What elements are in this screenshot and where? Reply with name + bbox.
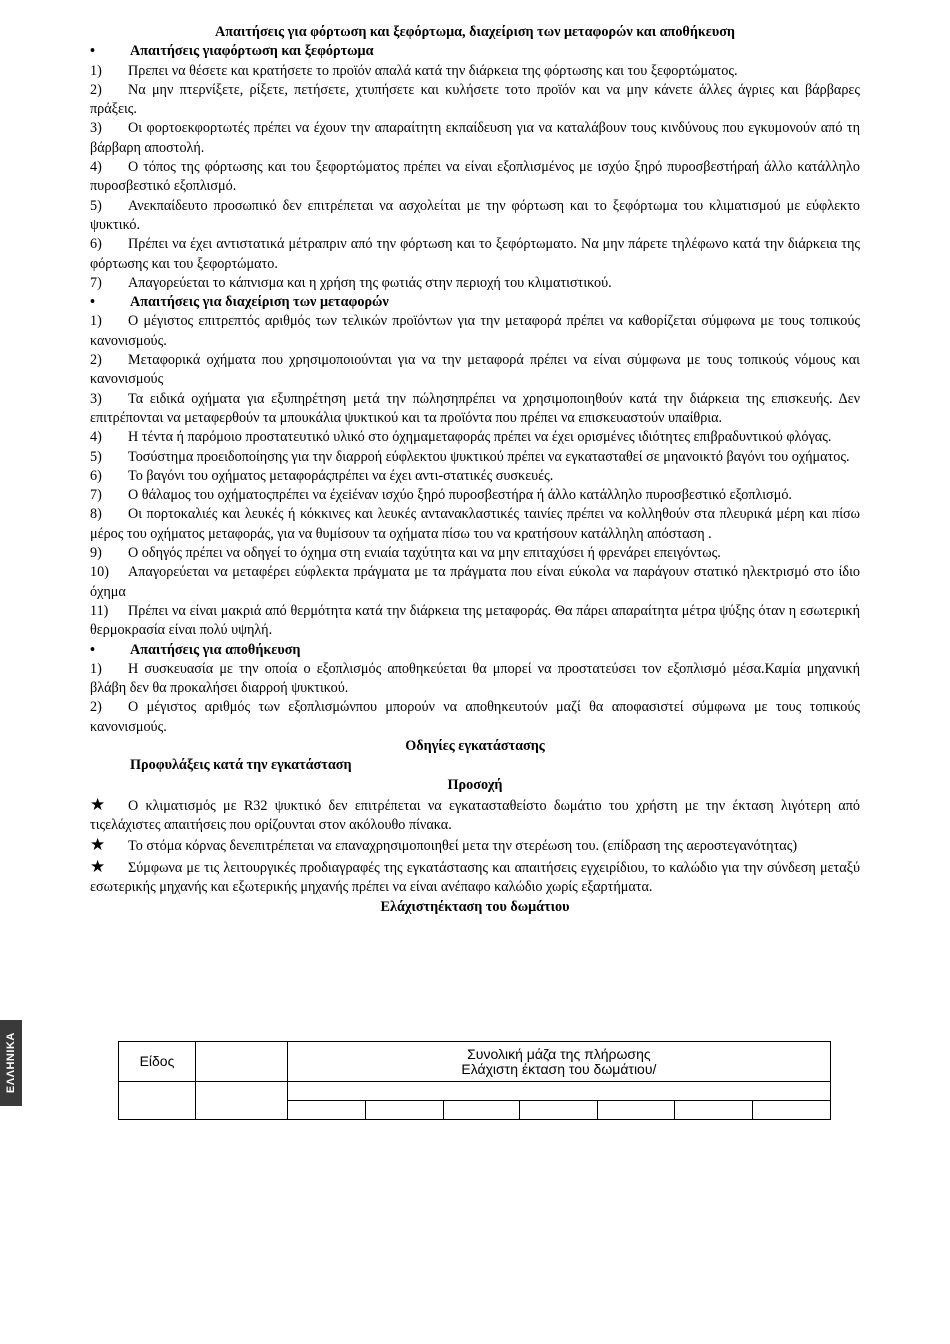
list-item-text: Η συσκευασία με την οποία ο εξοπλισμός αποθηκεύεται θα μπορεί να προστατεύσει τον εξοπλισμό μέσα.Καμία μηχανική βλάβη δεν θα προκαλήσει διαρροή ψυκτικού. [90, 660, 860, 697]
list-item-text: Απαγορεύεται το κάπνισμα και η χρήση της φωτιάς στην περιοχή του κλιματιστικού. [128, 274, 612, 291]
list-item-number: 6) [90, 236, 102, 253]
list-item-number: 5) [90, 197, 102, 214]
list-item [90, 467, 860, 486]
list-item [90, 563, 860, 602]
mass-area-header-cell [287, 1042, 830, 1082]
caution-item [90, 857, 860, 898]
list-item-number: 3) [90, 390, 102, 407]
list-item [90, 235, 860, 274]
caution-heading: Προσοχή [447, 776, 503, 793]
area-value-cell [598, 1101, 675, 1120]
list-item-number: 8) [90, 506, 102, 523]
list-item-number: 2) [90, 352, 102, 369]
list-item-number: 4) [90, 429, 102, 446]
caution-item-text: Το στόμα κόρνας δενεπιτρέπεται να επαναχρησιμοποιηθεί μετα την στερέωση του. (επίδραση της αεροστεγανότητας) [128, 838, 798, 855]
list-item [90, 158, 860, 197]
type-header-cell: Είδος [119, 1042, 196, 1082]
blank-value-cell [195, 1082, 287, 1120]
list-item-number: 1) [90, 62, 102, 79]
list-item [90, 119, 860, 158]
list-item-text: Να μην πτερνίξετε, ρίξετε, πετήσετε, χτυπήσετε και κυλήσετε τοτο προϊόν και να μην κάνετε άλλες άγριες και βάρβαρες πράξεις. [90, 81, 860, 118]
list-item-text: Ο μέγιστος επιτρεπτός αριθμός των τελικών προϊόντων για την μεταφορά πρέπει να καθορίζεται σύμφωνα με τους τοπικούς κανονισμούς. [90, 313, 860, 349]
section-heading [90, 42, 860, 61]
list-item-number: 2) [90, 699, 102, 716]
list-item-number: 7) [90, 487, 102, 504]
bullet-icon: • [90, 294, 95, 311]
list-item-text: Η τέντα ή παρόμοιο προστατευτικό υλικό στο όχημαμεταφοράς πρέπει να έχει ορισμένες ιδιότητες επιβραδυντικού φλόγας. [128, 429, 832, 446]
language-label: ΕΛΛΗΝΙΚΑ [4, 1032, 17, 1094]
list-item-number: 2) [90, 81, 102, 98]
list-item [90, 448, 860, 467]
list-item-text: Μεταφορικά οχήματα που χρησιμοποιούνται για να την μεταφορά πρέπει να είναι σύμφωνα με τους τοπικούς νόμους και κανονισμούς [90, 352, 860, 388]
list-item-number: 11) [90, 602, 109, 619]
area-value-cell [443, 1101, 520, 1120]
list-item [90, 505, 860, 544]
bullet-icon: • [90, 641, 95, 658]
star-icon: ★ [90, 856, 106, 876]
list-item [90, 602, 860, 641]
list-item-text: Πρέπει να είναι μακριά από θερμότητα κατά την διάρκεια της μεταφοράς. Θα πάρει απαραίτητα μέτρα ψύξης όταν η εσωτερική θερμοκρασία είναι πολύ υψηλή. [90, 602, 860, 639]
list-item [90, 312, 860, 351]
language-side-tab [0, 1020, 22, 1106]
list-item-text: Πρεπει να θέσετε και κρατήσετε το προϊόν απαλά κατά την διάρκεια της φόρτωσης και του ξεφορτώματος. [128, 62, 738, 79]
list-item [90, 81, 860, 120]
install-subheading: Προφυλάξεις κατά την εγκατάσταση [130, 757, 352, 774]
list-item-number: 10) [90, 564, 109, 581]
list-item-number: 6) [90, 467, 102, 484]
star-icon: ★ [90, 835, 106, 855]
area-value-cell [520, 1101, 598, 1120]
bullet-icon: • [90, 43, 95, 60]
list-item [90, 351, 860, 390]
area-header-label: Ελάχιστη έκταση του δωμάτιου/ [461, 1060, 657, 1077]
list-item [90, 660, 860, 699]
list-item-number: 3) [90, 120, 102, 137]
table-title: Ελάχιστηέκταση του δωμάτιου [380, 899, 570, 916]
list-item-text: Ο τόπος της φόρτωσης και του ξεφορτώματος πρέπει να είναι εξοπλισμένος με ισχύο ξηρό πυροσβεστήραή άλλο κατάλληλο πυροσβεστικό εξοπλισμό. [90, 159, 860, 195]
list-item-text: Οι πορτοκαλιές και λευκές ή κόκκινες και λευκές αντανακλαστικές ταινίες πρέπει να κολληθούν στα πλευρικά μέρη και πίσω μέρος του οχήματος μεταφοράς, για να θυμίσουν τα οχήματα πίσω του να κρατήσουν κατάλληλη απόσταση . [90, 506, 860, 542]
type-value-cell [119, 1082, 196, 1120]
list-item-text: Απαγορεύεται να μεταφέρει εύφλεκτα πράγματα με τα πράγματα που είναι εύκολα να παράγουν στατικό ηλεκτρισμό στο ίδιο όχημα [90, 564, 860, 600]
list-item-text: Ο οδηγός πρέπει να οδηγεί το όχημα στη ενιαία ταχύτητα και να μην επιταχύσει ή φρενάρει επειγόντως. [128, 545, 721, 562]
list-item-text: Ανεκπαίδευτο προσωπικό δεν επιτρέπεται να ασχολείται με την φόρτωση και το ξεφόρτωμα του κλιματισμού με εύφλεκτο ψυκτικό. [90, 197, 860, 233]
mass-row-cell [287, 1082, 830, 1101]
section-heading-text: Απαιτήσεις γιαφόρτωση και ξεφόρτωμα [130, 43, 374, 60]
area-value-cell [287, 1101, 365, 1120]
list-item-text: Τοσύστημα προειδοποίησης για την διαρροή εύφλεκτου ψυκτικού πρέπει να εγκατασταθεί σε μηανοικτό βαγόνι του οχήματος. [128, 448, 850, 465]
star-icon: ★ [90, 794, 106, 814]
list-item-text: Τα ειδικά οχήματα για εξυπηρέτηση μετά την πώλησηπρέπει να χρησιμοποιηθούν κατά την διάρκεια της επισκευής. Δεν επιτρέπονται να μεταφερθούν τα μπουκάλια ψυκτικού και τα προϊόντα που πρέπει να επισκευαστούν υπαίθρια. [90, 390, 860, 426]
list-item-number: 4) [90, 159, 102, 176]
list-item [90, 197, 860, 236]
section-heading [90, 293, 860, 312]
list-item [90, 428, 860, 447]
min-room-area-table [118, 1041, 831, 1120]
list-item [90, 274, 860, 293]
caution-item-text: Σύμφωνα με τις λειτουργικές προδιαγραφές της εγκατάστασης και απαιτήσεις εγχειρίδιου, το καλώδιο για την σύνδεση μεταξύ εσωτερικής μηχανής και εξωτερικής μηχανής πρέπει να είναι ανέπαφο καλώδιο χωρίς εξαρτήματα. [90, 859, 860, 896]
area-value-cell [365, 1101, 443, 1120]
list-item-number: 5) [90, 448, 102, 465]
caution-item [90, 835, 860, 856]
list-item [90, 62, 860, 81]
mass-header-label: Συνολική μάζα της πλήρωσης [467, 1045, 651, 1062]
list-item [90, 698, 860, 737]
area-value-cell [675, 1101, 753, 1120]
list-item [90, 544, 860, 563]
list-item [90, 390, 860, 429]
caution-item [90, 795, 860, 836]
section-heading-text: Απαιτήσεις για αποθήκευση [130, 641, 301, 658]
install-heading: Οδηγίες εγκατάστασης [405, 737, 545, 754]
list-item-number: 7) [90, 274, 102, 291]
list-item-text: Ο μέγιστος αριθμός των εξοπλισμώνπου μπορούν να αποθηκευτούν μαζί θα αποφασιστεί σύμφωνα με τους τοπικούς κανονισμούς. [90, 699, 860, 735]
area-value-cell [753, 1101, 831, 1120]
list-item-text: Πρέπει να έχει αντιστατικά μέτραπριν από την φόρτωση και το ξεφόρτωματο. Να μην πάρετε τηλέφωνο κατά την διάρκεια της φόρτωσης και του ξεφορτώματο. [90, 236, 860, 272]
list-item [90, 486, 860, 505]
section-heading-text: Απαιτήσεις για διαχείριση των μεταφορών [130, 294, 389, 311]
blank-header-cell [195, 1042, 287, 1082]
list-item-number: 1) [90, 660, 102, 677]
list-item-text: Το βαγόνι του οχήματος μεταφοράςπρέπει να έχει αντι-στατικές συσκευές. [128, 467, 554, 484]
document-page [90, 23, 860, 918]
list-item-text: Οι φορτοεκφορτωτές πρέπει να έχουν την απαραίτητη εκπαίδευση για να καταλάβουν τους κινδύνους που εγκυμονούν από τη βάρβαρη αποστολή. [90, 120, 860, 156]
list-item-number: 1) [90, 313, 102, 330]
caution-item-text: Ο κλιματισμός με R32 ψυκτικό δεν επιτρέπεται να εγκατασταθείστο δωμάτιο του χρήστη με την έκταση λιγότερη από τιςελάχιστες απαιτήσεις που ορίζουνται στον ακόλουθο πίνακα. [90, 797, 860, 834]
section-heading [90, 641, 860, 660]
list-item-text: Ο θάλαμος του οχήματοςπρέπει να έχεiέναν ισχύο ξηρό πυροσβεστήρα ή άλλο κατάλληλο πυροσβεστικό εξοπλισμό. [128, 487, 792, 504]
caution-list [90, 795, 860, 897]
document-title: Απαιτήσεις για φόρτωση και ξεφόρτωμα, διαχείριση των μεταφορών και αποθήκευση [215, 24, 735, 40]
list-item-number: 9) [90, 545, 102, 562]
sections-container [90, 42, 860, 737]
